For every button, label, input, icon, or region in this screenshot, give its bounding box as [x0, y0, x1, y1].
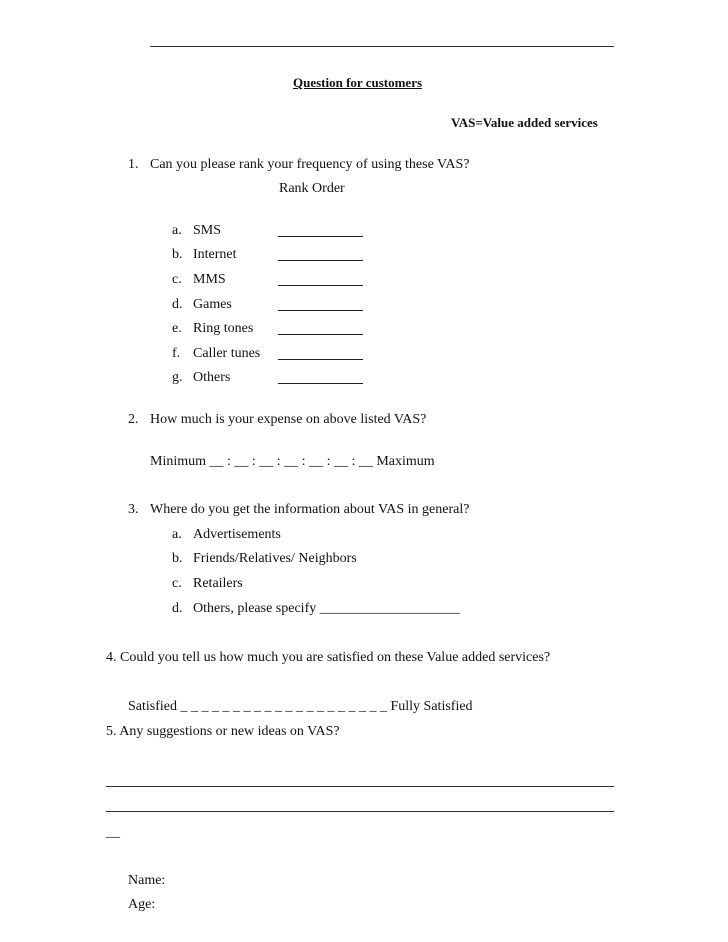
rank-blank-internet[interactable] [278, 260, 363, 261]
list-item-letter: a. [172, 527, 182, 542]
rank-blank-mms[interactable] [278, 285, 363, 286]
q3-number: 3. [128, 502, 139, 517]
top-rule [150, 46, 614, 47]
expense-scale[interactable]: Minimum __ : __ : __ : __ : __ : __ : __ Maximum [150, 454, 435, 469]
list-item-letter: f. [172, 346, 181, 361]
list-item-letter: c. [172, 272, 182, 287]
list-item-label: Internet [193, 247, 237, 262]
list-item-label: Others [193, 370, 231, 385]
suggestion-line-1[interactable] [106, 786, 614, 787]
q3-text: Where do you get the information about VAS in general? [150, 502, 470, 517]
suggestion-line-tail[interactable]: __ [106, 825, 120, 840]
rank-blank-ring-tones[interactable] [278, 334, 363, 335]
list-item-letter: b. [172, 247, 183, 262]
rank-blank-sms[interactable] [278, 236, 363, 237]
q4-text: 4. Could you tell us how much you are satisfied on these Value added services? [106, 650, 551, 665]
list-item-label: Games [193, 297, 232, 312]
list-item-label: Advertisements [193, 527, 281, 542]
list-item-letter: d. [172, 601, 183, 616]
rank-blank-games[interactable] [278, 310, 363, 311]
list-item-letter: c. [172, 576, 182, 591]
list-item-letter: a. [172, 223, 182, 238]
age-label: Age: [128, 897, 156, 912]
suggestion-line-2[interactable] [106, 811, 614, 812]
name-label: Name: [128, 873, 166, 888]
vas-definition: VAS=Value added services [451, 115, 598, 130]
q2-number: 2. [128, 412, 139, 427]
list-item-label: Retailers [193, 576, 243, 591]
list-item-label: Friends/Relatives/ Neighbors [193, 551, 357, 566]
list-item-label: SMS [193, 223, 222, 238]
page-title: Question for customers [293, 75, 423, 90]
rank-blank-caller-tunes[interactable] [278, 359, 363, 360]
list-item-letter: g. [172, 370, 183, 385]
rank-blank-others[interactable] [278, 383, 363, 384]
list-item-letter: d. [172, 297, 183, 312]
list-item-letter: b. [172, 551, 183, 566]
list-item-letter: e. [172, 321, 182, 336]
q1-text: Can you please rank your frequency of using these VAS? [150, 157, 470, 172]
list-item-label-specify[interactable]: Others, please specify ____________________ [193, 601, 460, 616]
list-item-label: Caller tunes [193, 346, 261, 361]
q5-text: 5. Any suggestions or new ideas on VAS? [106, 724, 340, 739]
list-item-label: Ring tones [193, 321, 254, 336]
list-item-label: MMS [193, 272, 226, 287]
rank-order-header: Rank Order [279, 181, 345, 196]
q2-text: How much is your expense on above listed VAS? [150, 412, 427, 427]
satisfaction-scale[interactable]: Satisfied _ _ _ _ _ _ _ _ _ _ _ _ _ _ _ _ _ _ _ _ Fully Satisfied [128, 699, 473, 714]
q1-number: 1. [128, 157, 139, 172]
